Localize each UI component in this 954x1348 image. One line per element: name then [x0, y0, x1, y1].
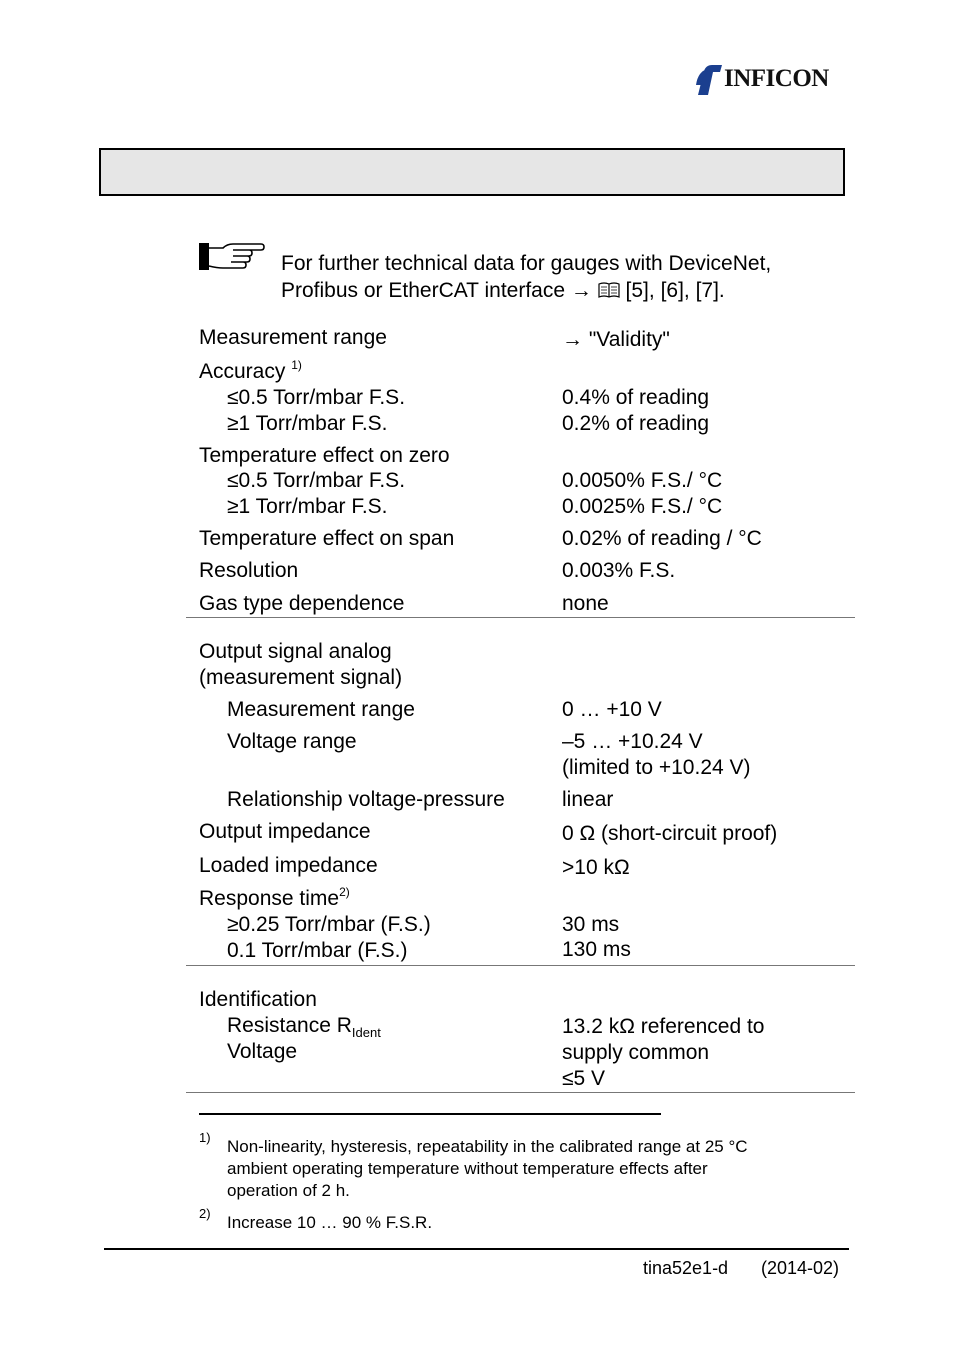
- response-time-label-text: Response time: [199, 887, 340, 910]
- book-icon: [598, 281, 620, 299]
- output-label-line-1: Output signal analog: [199, 640, 392, 663]
- section-title-box: [99, 148, 845, 196]
- accuracy-row-2-label: ≥1 Torr/mbar F.S.: [227, 412, 388, 435]
- temp-span-value: 0.02% of reading / °C: [562, 527, 762, 550]
- brand-name: INFICON: [724, 65, 829, 92]
- footnote-separator: [199, 1113, 661, 1115]
- loaded-impedance-label: Loaded impedance: [199, 854, 378, 877]
- resistance-subscript: Ident: [351, 1025, 381, 1040]
- loaded-impedance-value: >10 kΩ: [562, 856, 630, 879]
- temp-zero-row-1-label: ≤0.5 Torr/mbar F.S.: [227, 469, 406, 492]
- temp-span-label: Temperature effect on span: [199, 527, 455, 550]
- identification-value-2: supply common: [562, 1041, 710, 1064]
- measurement-range-value: → "Validity": [562, 328, 670, 351]
- voltage-range-label: Voltage range: [227, 730, 357, 753]
- resolution-value: 0.003% F.S.: [562, 559, 676, 582]
- footnote-1-mark: 1): [199, 1130, 211, 1145]
- response-row-1-label: ≥0.25 Torr/mbar (F.S.): [227, 913, 431, 936]
- note-line-2-prefix: Profibus or EtherCAT interface →: [281, 279, 592, 302]
- temp-zero-label: Temperature effect on zero: [199, 444, 450, 467]
- note-line-2: [281, 279, 725, 303]
- footer-rule: [104, 1248, 849, 1250]
- temp-zero-row-1-value: 0.0050% F.S./ °C: [562, 469, 723, 492]
- gas-type-label: Gas type dependence: [199, 592, 405, 615]
- relationship-label: Relationship voltage-pressure: [227, 788, 505, 811]
- response-time-label: [199, 887, 350, 913]
- output-impedance-label: Output impedance: [199, 820, 371, 843]
- divider: [186, 1092, 855, 1093]
- voltage-range-value-1: –5 … +10.24 V: [562, 730, 703, 753]
- response-time-footnote-ref: 2): [339, 885, 350, 899]
- accuracy-label: [199, 360, 302, 386]
- voltage-range-value-2: (limited to +10.24 V): [562, 756, 751, 779]
- divider: [186, 617, 855, 618]
- footnote-1-line-1: Non-linearity, hysteresis, repeatability in the calibrated range at 25 °C: [227, 1137, 748, 1156]
- response-row-1-value: 30 ms: [562, 913, 620, 936]
- accuracy-label-text: Accuracy: [199, 360, 286, 383]
- output-impedance-value: 0 Ω (short-circuit proof): [562, 822, 778, 845]
- inficon-logo-mark: [694, 63, 724, 97]
- pointing-hand-icon: [199, 242, 265, 272]
- accuracy-row-2-value: 0.2% of reading: [562, 412, 710, 435]
- footer-date: (2014-02): [761, 1258, 840, 1278]
- temp-zero-row-2-label: ≥1 Torr/mbar F.S.: [227, 495, 388, 518]
- note-icon: [199, 242, 265, 277]
- footer-doc-id: tina52e1-d: [643, 1258, 729, 1278]
- relationship-value: linear: [562, 788, 614, 811]
- accuracy-row-1-label: ≤0.5 Torr/mbar F.S.: [227, 386, 406, 409]
- identification-value-1: 13.2 kΩ referenced to: [562, 1015, 765, 1038]
- accuracy-footnote-ref: 1): [291, 358, 302, 372]
- identification-value-3: ≤5 V: [562, 1067, 606, 1090]
- output-measurement-range-value: 0 … +10 V: [562, 698, 662, 721]
- gas-type-value: none: [562, 592, 609, 615]
- resolution-label: Resolution: [199, 559, 299, 582]
- resistance-label: [227, 1014, 381, 1040]
- accuracy-row-1-value: 0.4% of reading: [562, 386, 710, 409]
- resistance-label-text: Resistance R: [227, 1014, 352, 1037]
- temp-zero-row-2-value: 0.0025% F.S./ °C: [562, 495, 723, 518]
- voltage-label: Voltage: [227, 1040, 298, 1063]
- note-line-1: For further technical data for gauges with DeviceNet,: [281, 252, 772, 275]
- response-row-2-label: 0.1 Torr/mbar (F.S.): [227, 939, 408, 962]
- output-measurement-range-label: Measurement range: [227, 698, 415, 721]
- output-label-line-2: (measurement signal): [199, 666, 403, 689]
- footnote-1-line-2: ambient operating temperature without temperature effects after: [227, 1159, 708, 1178]
- footnote-2-line-1: Increase 10 … 90 % F.S.R.: [227, 1213, 433, 1232]
- note-line-2-suffix: [5], [6], [7].: [625, 279, 725, 302]
- footnote-2-mark: 2): [199, 1206, 211, 1221]
- response-row-2-value: 130 ms: [562, 938, 631, 961]
- measurement-range-label: Measurement range: [199, 326, 387, 349]
- divider: [186, 965, 855, 966]
- footnote-1-line-3: operation of 2 h.: [227, 1181, 350, 1200]
- identification-label: Identification: [199, 988, 317, 1011]
